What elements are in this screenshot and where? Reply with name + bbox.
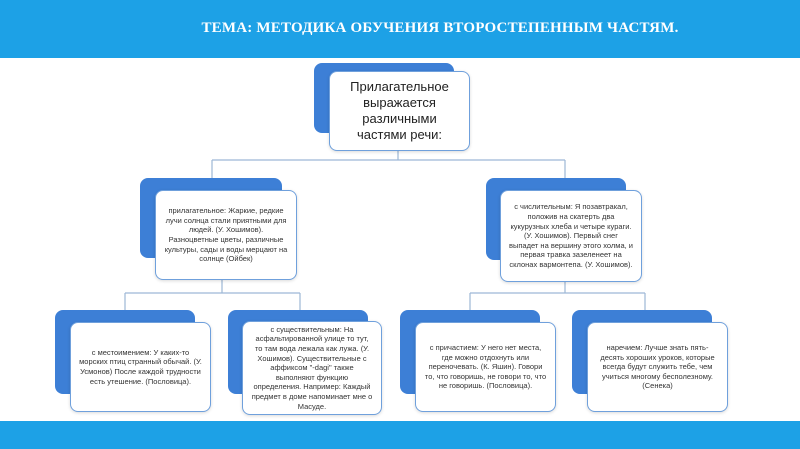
slide-title: ТЕМА: МЕТОДИКА ОБУЧЕНИЯ ВТОРОСТЕПЕННЫМ ЧАСТЯМ. bbox=[201, 20, 679, 36]
node-adjective-text: прилагательное: Жаркие, редкие лучи солнца стали приятными для людей. (У. Хошимов). Разноцветные цветы, различные культуры, сады и воды мерцают на солнце (Ойбек) bbox=[164, 206, 288, 264]
node-adverb-text: наречием: Лучше знать пять-десять хороших уроков, которые всегда будут служить тебе, чем учиться многому бесполезному. (Сенека) bbox=[600, 343, 715, 391]
node-participle-text: с причастием: У него нет места, где можно отдохнуть или переночевать. (К. Яшин). Говори то, что говоришь, не говори то, что не говоришь. (Пословица). bbox=[424, 343, 547, 391]
node-pronoun-text: с местоимением: У каких-то морских птиц странный обычай. (У. Усмонов) После каждой трудности есть утешение. (Пословица). bbox=[79, 347, 202, 386]
node-numeral-text: с числительным: Я позавтракал, положив на скатерть два кукурузных хлеба и четыре кураги. (У. Хошимов). Первый снег выпадет на вершину этого холма, и первая травка зазеленеет на склонах вармонтепа. (У. Хошимов). bbox=[509, 202, 633, 269]
node-noun-text: с существительным: На асфальтированной улице то тут, то там вода лежала как лужа. (У. Хошимов). Существительные с аффиксом "-dagi" также выполняют функцию определения. Например: Каждый предмет в доме напоминает мне о Масуде. bbox=[251, 324, 373, 411]
root-node-text: Прилагательное выражается различными частями речи: bbox=[350, 79, 449, 142]
